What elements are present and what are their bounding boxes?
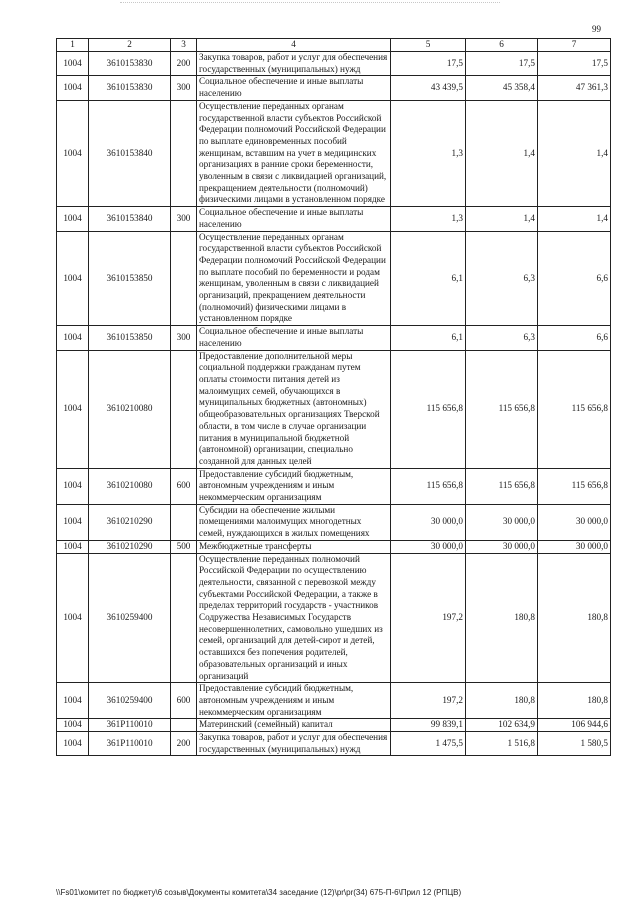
expense-type-cell: 300 (171, 326, 197, 350)
section-cell: 1004 (57, 350, 89, 468)
table-row (57, 732, 611, 756)
amount-year-1-cell: 6,1 (391, 231, 466, 326)
amount-year-3-cell: 106 944,6 (538, 719, 611, 732)
code-cell: 3610153840 (89, 100, 171, 206)
amount-year-2-cell: 1,4 (466, 207, 538, 231)
scan-artifact (120, 2, 500, 4)
amount-year-3-cell: 180,8 (538, 683, 611, 719)
section-cell: 1004 (57, 76, 89, 100)
amount-year-2-cell: 6,3 (466, 326, 538, 350)
amount-year-2-cell: 17,5 (466, 52, 538, 76)
table-row (57, 326, 611, 350)
code-cell: 361P110010 (89, 732, 171, 756)
amount-year-3-cell: 17,5 (538, 52, 611, 76)
code-cell: 3610210290 (89, 540, 171, 553)
amount-year-3-cell: 180,8 (538, 553, 611, 683)
description-cell: Межбюджетные трансферты (197, 540, 391, 553)
amount-year-3-cell: 115 656,8 (538, 350, 611, 468)
section-cell: 1004 (57, 207, 89, 231)
amount-year-3-cell: 30 000,0 (538, 504, 611, 540)
table-row (57, 350, 611, 468)
amount-year-1-cell: 99 839,1 (391, 719, 466, 732)
expense-type-cell: 600 (171, 468, 197, 504)
description-cell: Предоставление субсидий бюджетным, автономным учреждениям и иным некоммерческим организациям (197, 683, 391, 719)
amount-year-1-cell: 197,2 (391, 553, 466, 683)
amount-year-1-cell: 115 656,8 (391, 468, 466, 504)
amount-year-2-cell: 30 000,0 (466, 504, 538, 540)
amount-year-2-cell: 115 656,8 (466, 468, 538, 504)
amount-year-1-cell: 1,3 (391, 207, 466, 231)
table-row (57, 719, 611, 732)
code-cell: 3610259400 (89, 683, 171, 719)
amount-year-1-cell: 1 475,5 (391, 732, 466, 756)
expense-type-cell (171, 231, 197, 326)
description-cell: Субсидии на обеспечение жилыми помещениями малоимущих многодетных семей, нуждающихся в жилых помещениях (197, 504, 391, 540)
amount-year-3-cell: 1,4 (538, 207, 611, 231)
expense-type-cell: 300 (171, 76, 197, 100)
code-cell: 3610259400 (89, 553, 171, 683)
description-cell: Осуществление переданных полномочий Российской Федерации по осуществлению деятельности, связанной с перевозкой между субъектами Российской Федерации, а также в пределах территорий государств - участников Содружества Независимых Государств несовершеннолетних, самовольно ушедших из семей, организаций для детей-сирот и детей, оставшихся без попечения родителей, образовательных организаций и иных организаций (197, 553, 391, 683)
code-cell: 3610153830 (89, 52, 171, 76)
amount-year-3-cell: 115 656,8 (538, 468, 611, 504)
section-cell: 1004 (57, 100, 89, 206)
table-row (57, 468, 611, 504)
amount-year-3-cell: 6,6 (538, 326, 611, 350)
col-header-4: 4 (197, 39, 391, 52)
amount-year-2-cell: 102 634,9 (466, 719, 538, 732)
description-cell: Осуществление переданных органам государственной власти субъектов Российской Федерации полномочий Российской Федерации по выплате единовременных пособий женщинам, вставшим на учет в медицинских организациях в ранние сроки беременности, уволенным в связи с ликвидацией организаций, прекращением деятельности (полномочий) физическими лицами в установленном порядке (197, 100, 391, 206)
amount-year-2-cell: 115 656,8 (466, 350, 538, 468)
table-row (57, 52, 611, 76)
col-header-2: 2 (89, 39, 171, 52)
table-row (57, 231, 611, 326)
col-header-6: 6 (466, 39, 538, 52)
amount-year-2-cell: 45 358,4 (466, 76, 538, 100)
section-cell: 1004 (57, 540, 89, 553)
header-row (57, 39, 611, 52)
table-row (57, 76, 611, 100)
expense-type-cell (171, 100, 197, 206)
code-cell: 3610210080 (89, 350, 171, 468)
expense-type-cell: 600 (171, 683, 197, 719)
table-row (57, 553, 611, 683)
amount-year-1-cell: 30 000,0 (391, 540, 466, 553)
description-cell: Осуществление переданных органам государственной власти субъектов Российской Федерации полномочий Российской Федерации по выплате пособий по беременности и родам женщинам, уволенным в связи с ликвидацией организаций, прекращением деятельности (полномочий) физическими лицами в установленном порядке (197, 231, 391, 326)
amount-year-3-cell: 47 361,3 (538, 76, 611, 100)
description-cell: Социальное обеспечение и иные выплаты населению (197, 207, 391, 231)
amount-year-1-cell: 1,3 (391, 100, 466, 206)
amount-year-3-cell: 1,4 (538, 100, 611, 206)
expense-type-cell: 300 (171, 207, 197, 231)
amount-year-2-cell: 180,8 (466, 553, 538, 683)
section-cell: 1004 (57, 683, 89, 719)
amount-year-1-cell: 115 656,8 (391, 350, 466, 468)
expense-type-cell (171, 504, 197, 540)
amount-year-2-cell: 1 516,8 (466, 732, 538, 756)
section-cell: 1004 (57, 719, 89, 732)
section-cell: 1004 (57, 504, 89, 540)
amount-year-1-cell: 17,5 (391, 52, 466, 76)
code-cell: 3610210080 (89, 468, 171, 504)
amount-year-1-cell: 197,2 (391, 683, 466, 719)
description-cell: Социальное обеспечение и иные выплаты населению (197, 76, 391, 100)
amount-year-2-cell: 6,3 (466, 231, 538, 326)
code-cell: 3610210290 (89, 504, 171, 540)
section-cell: 1004 (57, 468, 89, 504)
section-cell: 1004 (57, 326, 89, 350)
amount-year-2-cell: 180,8 (466, 683, 538, 719)
table-row (57, 504, 611, 540)
description-cell: Предоставление дополнительной меры социальной поддержки гражданам путем оплаты стоимости питания детей из малоимущих семей, обучающихся в муниципальных бюджетных (автономных) общеобразовательных организациях Тверской области, в том числе в случае организации питания в муниципальной бюджетной (автономной) организации, специально созданной для данных целей (197, 350, 391, 468)
section-cell: 1004 (57, 52, 89, 76)
table-row (57, 683, 611, 719)
section-cell: 1004 (57, 553, 89, 683)
code-cell: 3610153850 (89, 231, 171, 326)
expense-type-cell: 200 (171, 52, 197, 76)
description-cell: Предоставление субсидий бюджетным, автономным учреждениям и иным некоммерческим организациям (197, 468, 391, 504)
description-cell: Закупка товаров, работ и услуг для обеспечения государственных (муниципальных) нужд (197, 732, 391, 756)
description-cell: Закупка товаров, работ и услуг для обеспечения государственных (муниципальных) нужд (197, 52, 391, 76)
amount-year-1-cell: 6,1 (391, 326, 466, 350)
code-cell: 3610153840 (89, 207, 171, 231)
table-row (57, 540, 611, 553)
amount-year-1-cell: 30 000,0 (391, 504, 466, 540)
amount-year-2-cell: 30 000,0 (466, 540, 538, 553)
col-header-7: 7 (538, 39, 611, 52)
amount-year-3-cell: 6,6 (538, 231, 611, 326)
expense-type-cell: 200 (171, 732, 197, 756)
page-number: 99 (592, 24, 601, 34)
expense-type-cell (171, 350, 197, 468)
description-cell: Социальное обеспечение и иные выплаты населению (197, 326, 391, 350)
description-cell: Материнский (семейный) капитал (197, 719, 391, 732)
file-path-footer: \\Fs01\комитет по бюджету\6 созыв\Документы комитета\34 заседание (12)\pr\pr(34) 675-П-6\Прил 12 (РПЦВ) (56, 888, 462, 897)
expense-type-cell: 500 (171, 540, 197, 553)
col-header-3: 3 (171, 39, 197, 52)
expense-type-cell (171, 553, 197, 683)
section-cell: 1004 (57, 732, 89, 756)
code-cell: 3610153850 (89, 326, 171, 350)
amount-year-1-cell: 43 439,5 (391, 76, 466, 100)
section-cell: 1004 (57, 231, 89, 326)
col-header-5: 5 (391, 39, 466, 52)
table-row (57, 207, 611, 231)
amount-year-2-cell: 1,4 (466, 100, 538, 206)
expense-type-cell (171, 719, 197, 732)
code-cell: 3610153830 (89, 76, 171, 100)
amount-year-3-cell: 30 000,0 (538, 540, 611, 553)
col-header-1: 1 (57, 39, 89, 52)
code-cell: 361P110010 (89, 719, 171, 732)
table-row (57, 100, 611, 206)
budget-table (56, 38, 611, 756)
amount-year-3-cell: 1 580,5 (538, 732, 611, 756)
